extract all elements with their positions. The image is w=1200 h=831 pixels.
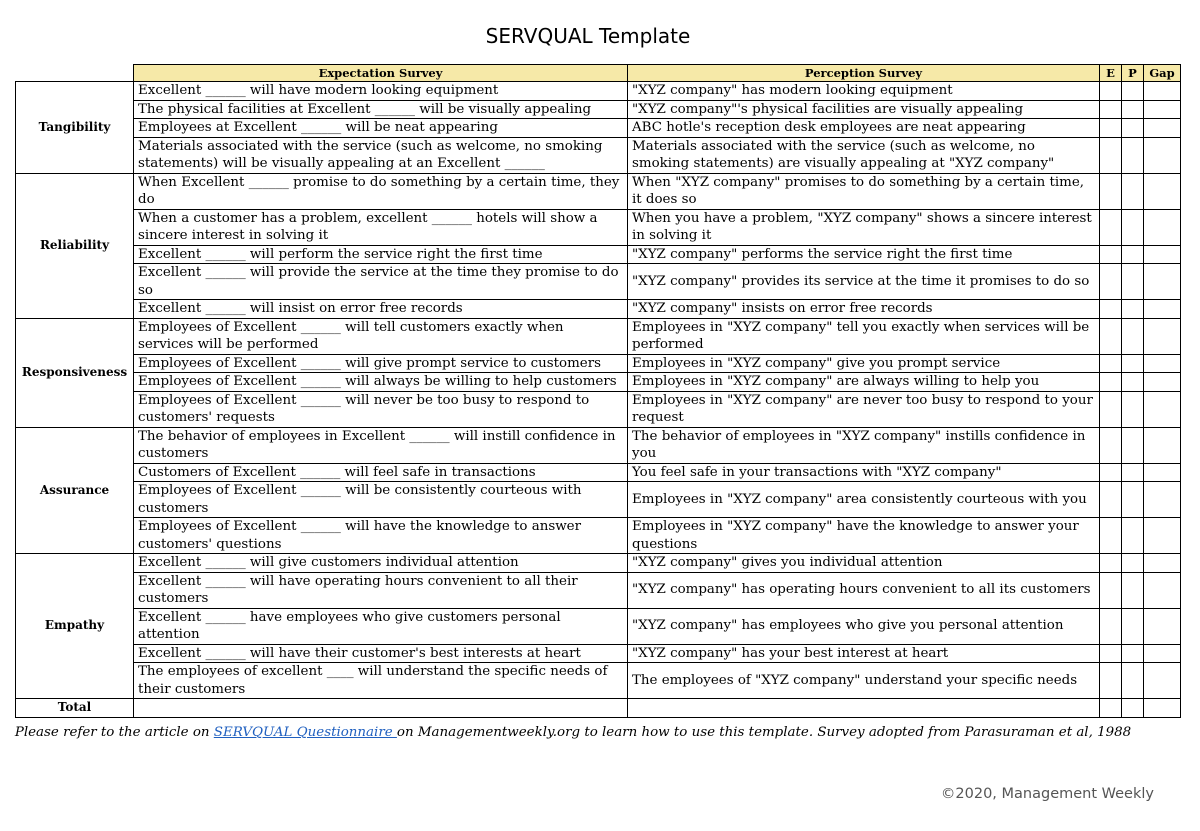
gap-score-cell[interactable] <box>1144 608 1181 644</box>
perception-statement: "XYZ company" has employees who give you personal attention <box>628 608 1100 644</box>
expectation-statement: Excellent ______ have employees who give customers personal attention <box>134 608 628 644</box>
survey-row <box>16 463 1181 482</box>
gap-score-cell[interactable] <box>1144 119 1181 138</box>
survey-body <box>16 82 1181 699</box>
total-label: Total <box>16 699 134 718</box>
expectation-statement: The employees of excellent ____ will understand the specific needs of their customers <box>134 663 628 699</box>
e-score-cell[interactable] <box>1100 318 1122 354</box>
e-score-cell[interactable] <box>1100 82 1122 101</box>
survey-row <box>16 391 1181 427</box>
header-expectation: Expectation Survey <box>134 65 628 82</box>
total-perception-cell[interactable] <box>628 699 1100 718</box>
expectation-statement: Materials associated with the service (such as welcome, no smoking statements) will be visually appealing at an Excellent ______ <box>134 137 628 173</box>
expectation-statement: Excellent ______ will have their customer's best interests at heart <box>134 644 628 663</box>
p-score-cell[interactable] <box>1122 264 1144 300</box>
footnote <box>0 725 1146 740</box>
total-row <box>16 699 1181 718</box>
header-perception: Perception Survey <box>628 65 1100 82</box>
p-score-cell[interactable] <box>1122 463 1144 482</box>
p-score-cell[interactable] <box>1122 119 1144 138</box>
perception-statement: "XYZ company"'s physical facilities are visually appealing <box>628 100 1100 119</box>
e-score-cell[interactable] <box>1100 100 1122 119</box>
survey-row <box>16 209 1181 245</box>
gap-score-cell[interactable] <box>1144 209 1181 245</box>
p-score-cell[interactable] <box>1122 391 1144 427</box>
e-score-cell[interactable] <box>1100 482 1122 518</box>
page-title: SERVQUAL Template <box>485 24 691 48</box>
perception-statement: "XYZ company" provides its service at the time it promises to do so <box>628 264 1100 300</box>
p-score-cell[interactable] <box>1122 300 1144 319</box>
expectation-statement: Excellent ______ will have modern looking equipment <box>134 82 628 101</box>
perception-statement: When you have a problem, "XYZ company" shows a sincere interest in solving it <box>628 209 1100 245</box>
p-score-cell[interactable] <box>1122 209 1144 245</box>
expectation-statement: Excellent ______ will have operating hours convenient to all their customers <box>134 572 628 608</box>
perception-statement: Employees in "XYZ company" give you prompt service <box>628 354 1100 373</box>
p-score-cell[interactable] <box>1122 100 1144 119</box>
p-score-cell[interactable] <box>1122 554 1144 573</box>
dimension-label: Responsiveness <box>16 318 134 427</box>
perception-statement: The employees of "XYZ company" understand your specific needs <box>628 663 1100 699</box>
header-e: E <box>1100 65 1122 82</box>
header-row <box>16 65 1181 82</box>
expectation-statement: Employees of Excellent ______ will always be willing to help customers <box>134 373 628 392</box>
gap-score-cell[interactable] <box>1144 644 1181 663</box>
gap-score-cell[interactable] <box>1144 137 1181 173</box>
dimension-label: Assurance <box>16 427 134 554</box>
e-score-cell[interactable] <box>1100 608 1122 644</box>
survey-row <box>16 100 1181 119</box>
gap-score-cell[interactable] <box>1144 391 1181 427</box>
p-score-cell[interactable] <box>1122 318 1144 354</box>
survey-row <box>16 554 1181 573</box>
perception-statement: Employees in "XYZ company" have the knowledge to answer your questions <box>628 518 1100 554</box>
expectation-statement: The physical facilities at Excellent ______ will be visually appealing <box>134 100 628 119</box>
expectation-statement: Excellent ______ will provide the service at the time they promise to do so <box>134 264 628 300</box>
e-score-cell[interactable] <box>1100 427 1122 463</box>
e-score-cell[interactable] <box>1100 663 1122 699</box>
p-score-cell[interactable] <box>1122 608 1144 644</box>
e-score-cell[interactable] <box>1100 554 1122 573</box>
p-score-cell[interactable] <box>1122 173 1144 209</box>
survey-row <box>16 82 1181 101</box>
p-score-cell[interactable] <box>1122 245 1144 264</box>
survey-row <box>16 354 1181 373</box>
e-score-cell[interactable] <box>1100 518 1122 554</box>
dimension-label: Reliability <box>16 173 134 318</box>
expectation-statement: Customers of Excellent ______ will feel safe in transactions <box>134 463 628 482</box>
gap-score-cell[interactable] <box>1144 100 1181 119</box>
p-score-cell[interactable] <box>1122 373 1144 392</box>
expectation-statement: Employees at Excellent ______ will be neat appearing <box>134 119 628 138</box>
expectation-statement: Excellent ______ will perform the service right the first time <box>134 245 628 264</box>
p-score-cell[interactable] <box>1122 427 1144 463</box>
survey-row <box>16 482 1181 518</box>
expectation-statement: The behavior of employees in Excellent ______ will instill confidence in customers <box>134 427 628 463</box>
expectation-statement: Employees of Excellent ______ will have the knowledge to answer customers' questions <box>134 518 628 554</box>
footnote-text-after: on Managementweekly.org to learn how to use this template. Survey adopted from Parasuraman et al, 1988 <box>396 725 1132 740</box>
perception-statement: Employees in "XYZ company" are never too busy to respond to your request <box>628 391 1100 427</box>
e-score-cell[interactable] <box>1100 373 1122 392</box>
expectation-statement: Employees of Excellent ______ will be consistently courteous with customers <box>134 482 628 518</box>
survey-row <box>16 137 1181 173</box>
survey-row <box>16 318 1181 354</box>
perception-statement: "XYZ company" has operating hours convenient to all its customers <box>628 572 1100 608</box>
header-gap: Gap <box>1144 65 1181 82</box>
perception-statement: "XYZ company" has your best interest at heart <box>628 644 1100 663</box>
perception-statement: "XYZ company" performs the service right the first time <box>628 245 1100 264</box>
perception-statement: When "XYZ company" promises to do something by a certain time, it does so <box>628 173 1100 209</box>
e-score-cell[interactable] <box>1100 264 1122 300</box>
total-expectation-cell[interactable] <box>134 699 628 718</box>
e-score-cell[interactable] <box>1100 245 1122 264</box>
perception-statement: "XYZ company" has modern looking equipment <box>628 82 1100 101</box>
p-score-cell[interactable] <box>1122 137 1144 173</box>
survey-row <box>16 245 1181 264</box>
e-score-cell[interactable] <box>1100 300 1122 319</box>
e-score-cell[interactable] <box>1100 137 1122 173</box>
gap-score-cell[interactable] <box>1144 354 1181 373</box>
perception-statement: "XYZ company" insists on error free records <box>628 300 1100 319</box>
survey-row <box>16 173 1181 209</box>
survey-row <box>16 608 1181 644</box>
gap-score-cell[interactable] <box>1144 663 1181 699</box>
e-score-cell[interactable] <box>1100 463 1122 482</box>
servqual-questionnaire-link[interactable]: SERVQUAL Questionnaire <box>213 725 397 740</box>
perception-statement: Employees in "XYZ company" are always willing to help you <box>628 373 1100 392</box>
e-score-cell[interactable] <box>1100 209 1122 245</box>
p-score-cell[interactable] <box>1122 482 1144 518</box>
expectation-statement: Employees of Excellent ______ will give prompt service to customers <box>134 354 628 373</box>
p-score-cell[interactable] <box>1122 82 1144 101</box>
gap-score-cell[interactable] <box>1144 427 1181 463</box>
gap-score-cell[interactable] <box>1144 300 1181 319</box>
total-gap-cell[interactable] <box>1144 699 1181 718</box>
survey-row <box>16 427 1181 463</box>
e-score-cell[interactable] <box>1100 572 1122 608</box>
dimension-label: Tangibility <box>16 82 134 174</box>
survey-row <box>16 518 1181 554</box>
p-score-cell[interactable] <box>1122 644 1144 663</box>
gap-score-cell[interactable] <box>1144 518 1181 554</box>
expectation-statement: Excellent ______ will insist on error free records <box>134 300 628 319</box>
gap-score-cell[interactable] <box>1144 82 1181 101</box>
survey-row <box>16 264 1181 300</box>
e-score-cell[interactable] <box>1100 354 1122 373</box>
expectation-statement: When Excellent ______ promise to do something by a certain time, they do <box>134 173 628 209</box>
gap-score-cell[interactable] <box>1144 173 1181 209</box>
footnote-text-before: Please refer to the article on <box>14 725 214 740</box>
expectation-statement: Excellent ______ will give customers individual attention <box>134 554 628 573</box>
servqual-table <box>15 64 1181 718</box>
copyright: ©2020, Management Weekly <box>940 786 1154 802</box>
e-score-cell[interactable] <box>1100 644 1122 663</box>
survey-row <box>16 300 1181 319</box>
gap-score-cell[interactable] <box>1144 482 1181 518</box>
gap-score-cell[interactable] <box>1144 373 1181 392</box>
header-corner <box>16 65 134 82</box>
gap-score-cell[interactable] <box>1144 463 1181 482</box>
perception-statement: Employees in "XYZ company" area consistently courteous with you <box>628 482 1100 518</box>
total-p-cell[interactable] <box>1122 699 1144 718</box>
e-score-cell[interactable] <box>1100 119 1122 138</box>
p-score-cell[interactable] <box>1122 518 1144 554</box>
gap-score-cell[interactable] <box>1144 245 1181 264</box>
total-e-cell[interactable] <box>1100 699 1122 718</box>
perception-statement: You feel safe in your transactions with "XYZ company" <box>628 463 1100 482</box>
p-score-cell[interactable] <box>1122 663 1144 699</box>
survey-row <box>16 373 1181 392</box>
gap-score-cell[interactable] <box>1144 264 1181 300</box>
p-score-cell[interactable] <box>1122 572 1144 608</box>
expectation-statement: Employees of Excellent ______ will tell customers exactly when services will be performed <box>134 318 628 354</box>
gap-score-cell[interactable] <box>1144 554 1181 573</box>
header-p: P <box>1122 65 1144 82</box>
perception-statement: ABC hotle's reception desk employees are neat appearing <box>628 119 1100 138</box>
p-score-cell[interactable] <box>1122 354 1144 373</box>
perception-statement: Materials associated with the service (such as welcome, no smoking statements) are visually appealing at "XYZ company" <box>628 137 1100 173</box>
survey-row <box>16 644 1181 663</box>
perception-statement: "XYZ company" gives you individual attention <box>628 554 1100 573</box>
gap-score-cell[interactable] <box>1144 318 1181 354</box>
survey-row <box>16 663 1181 699</box>
survey-row <box>16 119 1181 138</box>
e-score-cell[interactable] <box>1100 173 1122 209</box>
perception-statement: Employees in "XYZ company" tell you exactly when services will be performed <box>628 318 1100 354</box>
perception-statement: The behavior of employees in "XYZ company" instills confidence in you <box>628 427 1100 463</box>
survey-row <box>16 572 1181 608</box>
dimension-label: Empathy <box>16 554 134 699</box>
e-score-cell[interactable] <box>1100 391 1122 427</box>
expectation-statement: Employees of Excellent ______ will never be too busy to respond to customers' requests <box>134 391 628 427</box>
expectation-statement: When a customer has a problem, excellent ______ hotels will show a sincere interest in solving it <box>134 209 628 245</box>
gap-score-cell[interactable] <box>1144 572 1181 608</box>
